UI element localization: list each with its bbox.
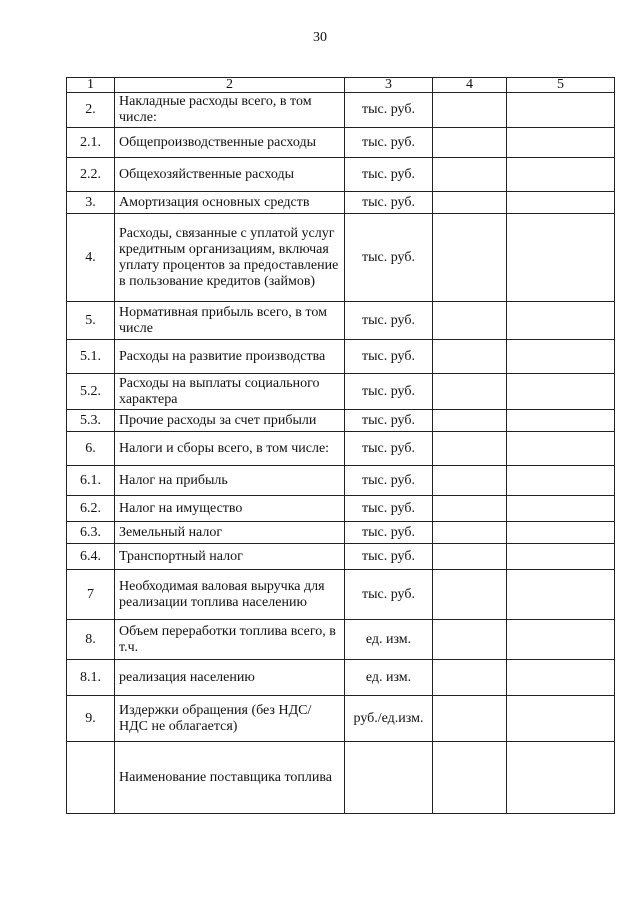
row-name: Амортизация основных средств — [115, 192, 345, 214]
table-row — [67, 192, 615, 214]
row-value-5 — [507, 544, 615, 570]
row-number — [67, 742, 115, 814]
row-number: 5. — [67, 302, 115, 340]
row-value-4 — [433, 340, 507, 374]
table-row — [67, 620, 615, 660]
table-row — [67, 432, 615, 466]
row-name: Необходимая валовая выручка для реализации топлива населению — [115, 570, 345, 620]
table-row — [67, 93, 615, 128]
table-row — [67, 374, 615, 410]
header-row — [67, 78, 615, 93]
table-row — [67, 410, 615, 432]
row-number: 6.2. — [67, 496, 115, 522]
row-number: 7 — [67, 570, 115, 620]
row-value-4 — [433, 302, 507, 340]
row-name: Налоги и сборы всего, в том числе: — [115, 432, 345, 466]
header-cell: 5 — [507, 78, 615, 93]
row-unit: тыс. руб. — [345, 570, 433, 620]
row-unit: тыс. руб. — [345, 466, 433, 496]
row-name: Издержки обращения (без НДС/НДС не облагается) — [115, 696, 345, 742]
row-value-5 — [507, 374, 615, 410]
row-value-4 — [433, 696, 507, 742]
row-unit: тыс. руб. — [345, 340, 433, 374]
row-value-5 — [507, 128, 615, 158]
row-unit: руб./ед.изм. — [345, 696, 433, 742]
row-value-4 — [433, 410, 507, 432]
row-name: Расходы, связанные с уплатой услуг кредитным организациям, включая уплату процентов за предоставление в пользование кредитов (займов) — [115, 214, 345, 302]
row-unit: тыс. руб. — [345, 522, 433, 544]
row-value-4 — [433, 742, 507, 814]
row-name: реализация населению — [115, 660, 345, 696]
row-number: 6.3. — [67, 522, 115, 544]
row-value-5 — [507, 466, 615, 496]
table-row — [67, 522, 615, 544]
row-number: 8.1. — [67, 660, 115, 696]
row-number: 2.1. — [67, 128, 115, 158]
row-name: Транспортный налог — [115, 544, 345, 570]
row-unit: ед. изм. — [345, 660, 433, 696]
row-value-4 — [433, 466, 507, 496]
row-unit: тыс. руб. — [345, 128, 433, 158]
row-number: 6.4. — [67, 544, 115, 570]
row-value-5 — [507, 570, 615, 620]
row-unit: тыс. руб. — [345, 410, 433, 432]
row-unit: тыс. руб. — [345, 93, 433, 128]
table-row — [67, 696, 615, 742]
row-value-4 — [433, 374, 507, 410]
row-number: 5.1. — [67, 340, 115, 374]
row-unit: ед. изм. — [345, 620, 433, 660]
table-row — [67, 660, 615, 696]
row-name: Нормативная прибыль всего, в том числе — [115, 302, 345, 340]
row-unit: тыс. руб. — [345, 302, 433, 340]
row-value-5 — [507, 158, 615, 192]
row-value-4 — [433, 570, 507, 620]
row-value-5 — [507, 214, 615, 302]
table-row — [67, 214, 615, 302]
row-value-5 — [507, 410, 615, 432]
row-value-5 — [507, 696, 615, 742]
row-value-4 — [433, 93, 507, 128]
table-row — [67, 466, 615, 496]
row-unit: тыс. руб. — [345, 544, 433, 570]
row-value-4 — [433, 214, 507, 302]
table-row — [67, 570, 615, 620]
row-number: 4. — [67, 214, 115, 302]
row-value-5 — [507, 340, 615, 374]
row-value-5 — [507, 302, 615, 340]
row-name: Земельный налог — [115, 522, 345, 544]
row-value-5 — [507, 522, 615, 544]
row-name: Наименование поставщика топлива — [115, 742, 345, 814]
row-value-4 — [433, 544, 507, 570]
row-value-5 — [507, 742, 615, 814]
row-number: 2.2. — [67, 158, 115, 192]
row-unit: тыс. руб. — [345, 192, 433, 214]
row-value-5 — [507, 496, 615, 522]
header-cell: 2 — [115, 78, 345, 93]
row-number: 9. — [67, 696, 115, 742]
row-value-5 — [507, 620, 615, 660]
row-unit: тыс. руб. — [345, 432, 433, 466]
row-name: Расходы на выплаты социального характера — [115, 374, 345, 410]
row-name: Налог на имущество — [115, 496, 345, 522]
row-value-5 — [507, 192, 615, 214]
row-name: Общехозяйственные расходы — [115, 158, 345, 192]
table-row — [67, 742, 615, 814]
row-unit: тыс. руб. — [345, 496, 433, 522]
row-unit: тыс. руб. — [345, 158, 433, 192]
header-cell: 4 — [433, 78, 507, 93]
row-value-4 — [433, 128, 507, 158]
table-row — [67, 302, 615, 340]
table-row — [67, 158, 615, 192]
row-unit: тыс. руб. — [345, 214, 433, 302]
row-number: 6. — [67, 432, 115, 466]
row-value-5 — [507, 93, 615, 128]
table-row — [67, 496, 615, 522]
row-number: 2. — [67, 93, 115, 128]
row-name: Расходы на развитие производства — [115, 340, 345, 374]
row-name: Накладные расходы всего, в том числе: — [115, 93, 345, 128]
table-row — [67, 128, 615, 158]
row-value-5 — [507, 432, 615, 466]
header-cell: 3 — [345, 78, 433, 93]
row-number: 8. — [67, 620, 115, 660]
row-number: 6.1. — [67, 466, 115, 496]
row-name: Прочие расходы за счет прибыли — [115, 410, 345, 432]
row-number: 5.2. — [67, 374, 115, 410]
row-value-4 — [433, 158, 507, 192]
row-unit: тыс. руб. — [345, 374, 433, 410]
row-number: 3. — [67, 192, 115, 214]
row-value-5 — [507, 660, 615, 696]
row-name: Общепроизводственные расходы — [115, 128, 345, 158]
header-cell: 1 — [67, 78, 115, 93]
row-name: Налог на прибыль — [115, 466, 345, 496]
table-row — [67, 544, 615, 570]
page-number: 30 — [313, 30, 327, 45]
row-number: 5.3. — [67, 410, 115, 432]
row-value-4 — [433, 496, 507, 522]
row-name: Объем переработки топлива всего, в т.ч. — [115, 620, 345, 660]
row-value-4 — [433, 660, 507, 696]
row-value-4 — [433, 620, 507, 660]
row-value-4 — [433, 432, 507, 466]
row-value-4 — [433, 192, 507, 214]
row-unit — [345, 742, 433, 814]
row-value-4 — [433, 522, 507, 544]
data-table — [66, 77, 615, 814]
table-row — [67, 340, 615, 374]
